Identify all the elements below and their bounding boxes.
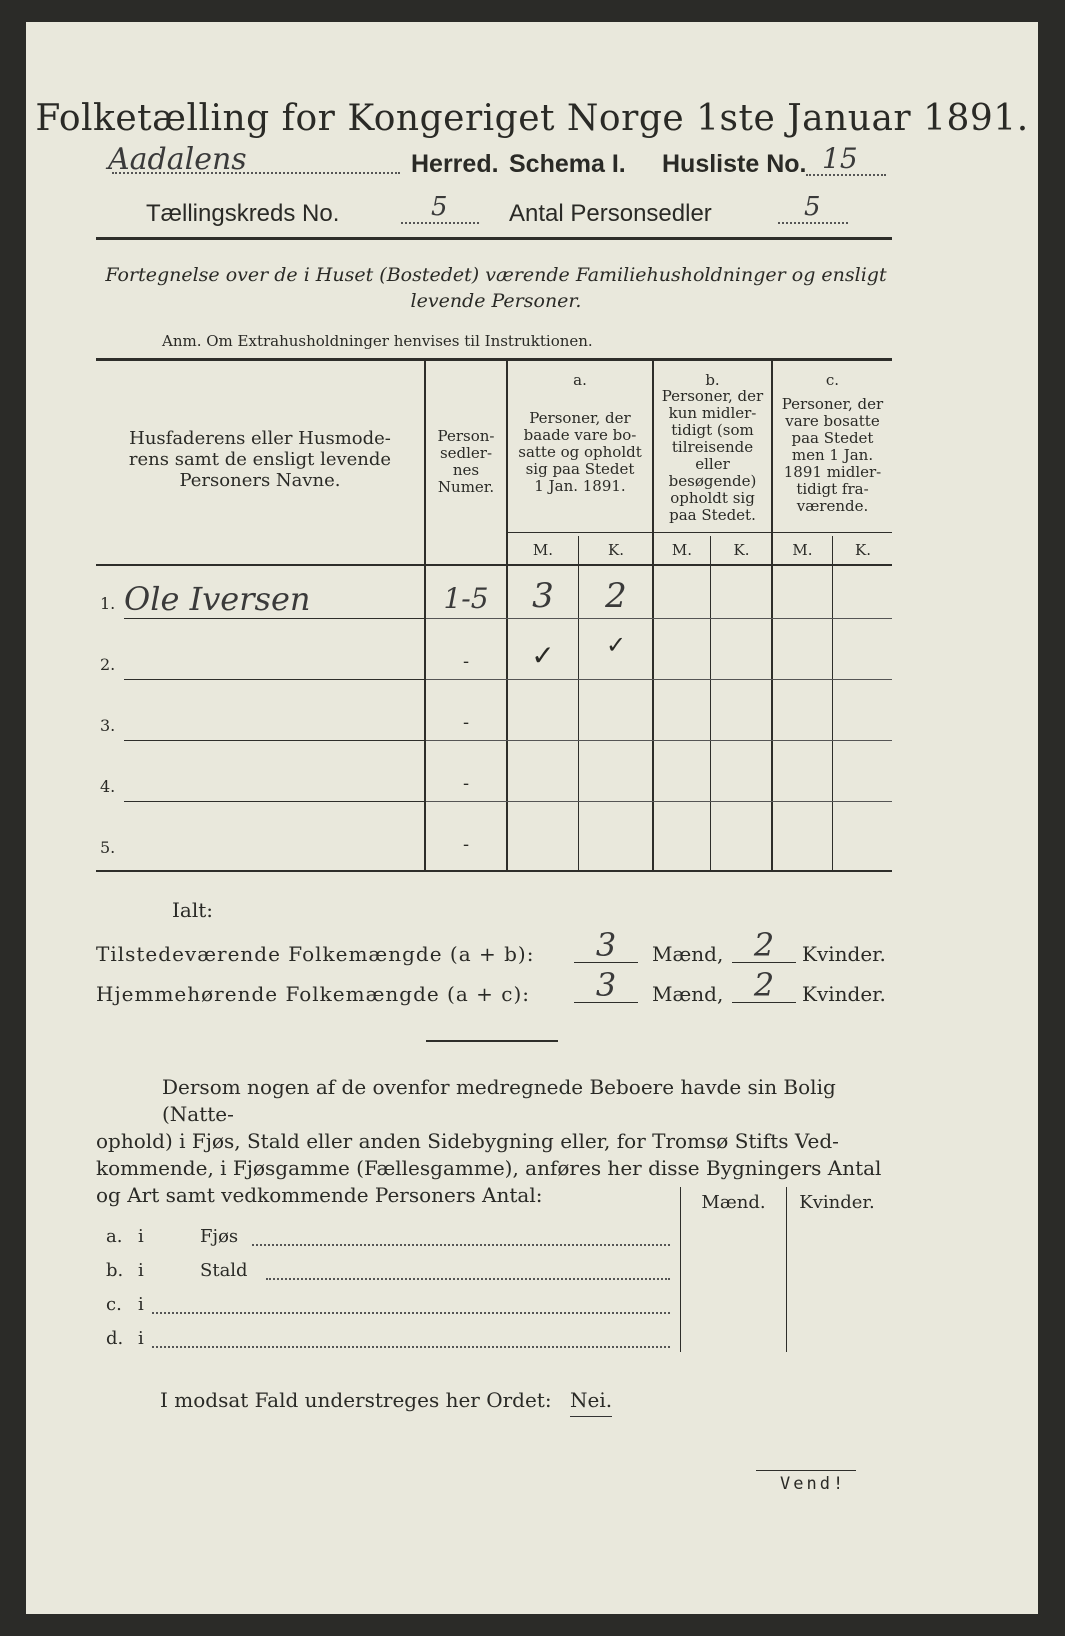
buildings-maend-header: Mænd. [701, 1192, 766, 1213]
building-label: Stald [200, 1260, 248, 1281]
c-m-label: M. [792, 541, 813, 559]
building-letter: c. [106, 1294, 122, 1315]
herred-value: Aadalens [108, 142, 247, 177]
col-c-line-5: 1891 midler- [783, 463, 882, 481]
col-b-line-2: kun midler- [668, 404, 757, 422]
row-a-m: ✓ [531, 639, 555, 672]
col-c-line-6: tidigt fra- [796, 480, 869, 498]
husliste-value: 15 [822, 142, 858, 175]
building-i: i [138, 1226, 144, 1247]
husliste-field [806, 142, 886, 178]
table-row [96, 566, 892, 627]
col-b-line-3: tidigt (som [671, 421, 754, 439]
hjemme-kvinder-field [732, 968, 796, 1006]
row-cells-underline [426, 679, 892, 680]
table-row [96, 627, 892, 688]
row-personsedler-num: - [462, 651, 470, 672]
tilstede-kvinder-field [732, 926, 796, 968]
vend-rule [756, 1470, 856, 1471]
b-k-label: K. [733, 541, 750, 559]
row-a-m: 3 [532, 576, 554, 616]
col-num-line-4: Numer. [437, 478, 495, 496]
col-b-line-6: besøgende) [668, 472, 757, 490]
row-cells-underline [426, 801, 892, 802]
buildings-kvinder-header: Kvinder. [799, 1192, 875, 1213]
tilstede-label: Tilstedeværende Folkemængde (a + b): [96, 942, 535, 966]
building-row-b [106, 1260, 676, 1290]
row-personsedler-num: - [462, 712, 470, 733]
para-line-4: og Art samt vedkommende Personers Antal: [96, 1183, 543, 1207]
col-a-line-5: 1 Jan. 1891. [534, 477, 626, 495]
hjemme-maend-label: Mænd, [652, 982, 724, 1006]
para-line-2: ophold) i Fjøs, Stald eller anden Sidebygning eller, for Tromsø Stifts Ved- [96, 1129, 839, 1153]
census-form-page [26, 22, 1038, 1614]
col-c-header [773, 396, 892, 515]
dot-leader [152, 1346, 670, 1348]
col-a-header [508, 410, 652, 495]
col-num-header [426, 428, 506, 496]
tilstede-maend-label: Mænd, [652, 942, 724, 966]
kreds-field [401, 194, 479, 228]
household-table [96, 358, 892, 878]
tilstede-maend-value: 3 [595, 926, 617, 964]
col-c-line-7: værende. [796, 497, 869, 515]
kreds-value: 5 [431, 192, 448, 222]
col-num-line-1: Person- [437, 427, 495, 445]
col-name-line-1: Husfaderens eller Husmode- [129, 428, 391, 449]
building-row-d [106, 1328, 676, 1358]
section-divider [426, 1040, 558, 1042]
col-c-letter: c. [825, 371, 840, 389]
intro-line-1: Fortegnelse over de i Huset (Bostedet) værende Familiehusholdninger og ensligt [105, 264, 887, 286]
building-row-a [106, 1226, 676, 1256]
col-num-line-3: nes [452, 461, 480, 479]
table-row [96, 688, 892, 749]
a-m-label: M. [532, 541, 554, 559]
row-underline [124, 801, 424, 802]
modsat-label: I modsat Fald understreges her Ordet: [160, 1388, 552, 1412]
col-name-line-2: rens samt de ensligt levende [128, 449, 392, 470]
building-letter: d. [106, 1328, 124, 1349]
row-number: 2. [100, 655, 116, 674]
row-a-k: 2 [605, 576, 627, 616]
col-b-line-5: eller [695, 455, 730, 473]
hjemme-maend-field [574, 968, 638, 1006]
table-row [96, 749, 892, 810]
col-b-header [654, 388, 771, 524]
col-a-line-4: sig paa Stedet [525, 460, 635, 478]
dot-leader [252, 1244, 670, 1246]
b-m-label: M. [671, 541, 693, 559]
row-underline [124, 740, 424, 741]
row-underline [124, 618, 424, 619]
row-a-k: ✓ [605, 631, 627, 659]
col-b-line-7: opholdt sig [670, 489, 755, 507]
col-b-line-8: paa Stedet. [669, 506, 756, 524]
col-c-line-4: men 1 Jan. [791, 446, 874, 464]
building-i: i [138, 1328, 144, 1349]
col-a-line-3: satte og opholdt [518, 443, 642, 461]
husliste-label: Husliste No. [662, 150, 807, 178]
row-number: 3. [100, 716, 116, 735]
row-cells-underline [426, 618, 892, 619]
building-letter: b. [106, 1260, 124, 1281]
dot-leader [266, 1278, 670, 1280]
row-name: Ole Iversen [124, 580, 311, 618]
vend-label: Vend! [780, 1474, 847, 1494]
header-rule [96, 237, 892, 240]
building-i: i [138, 1260, 144, 1281]
intro-line-2: levende Personer. [410, 290, 582, 312]
col-c-line-1: Personer, der [781, 395, 884, 413]
col-b-line-4: tilreisende [671, 438, 754, 456]
c-k-label: K. [855, 541, 871, 559]
row-underline [124, 679, 424, 680]
form-title: Folketælling for Kongeriget Norge 1ste Januar 1891. [35, 98, 1029, 139]
mk-rule [506, 532, 892, 533]
para-line-1: Dersom nogen af de ovenfor medregnede Beboere havde sin Bolig (Natte- [162, 1075, 836, 1126]
building-i: i [138, 1294, 144, 1315]
personsedler-label: Antal Personsedler [509, 200, 712, 227]
tilstede-maend-field [574, 926, 638, 968]
herred-label: Herred. [411, 150, 499, 178]
hjemme-label: Hjemmehørende Folkemængde (a + c): [96, 982, 530, 1006]
col-c-line-2: vare bosatte [785, 412, 880, 430]
col-c-line-3: paa Stedet [791, 429, 874, 447]
col-a-line-2: baade vare bo- [523, 426, 637, 444]
row-number: 4. [100, 777, 116, 796]
dot-leader [152, 1312, 670, 1314]
ialt-label: Ialt: [172, 898, 213, 922]
para-line-3: kommende, i Fjøsgamme (Fællesgamme), anføres her disse Bygningers Antal [96, 1156, 882, 1180]
col-num-line-2: sedler- [439, 444, 493, 462]
schema-label: Schema I. [509, 150, 626, 178]
building-letter: a. [106, 1226, 123, 1247]
building-row-c [106, 1294, 676, 1324]
row-personsedler-num: - [462, 773, 470, 794]
row-personsedler-num: - [462, 834, 470, 855]
hjemme-maend-value: 3 [595, 966, 617, 1004]
building-label: Fjøs [200, 1226, 239, 1247]
hjemme-kvinder-value: 2 [753, 966, 775, 1004]
table-row [96, 810, 892, 870]
anm-note: Anm. Om Extrahusholdninger henvises til Instruktionen. [162, 332, 593, 350]
row-cells-underline [426, 740, 892, 741]
col-name-header [96, 428, 424, 491]
kreds-label: Tællingskreds No. [146, 200, 340, 227]
row-number: 1. [100, 594, 116, 613]
col-name-line-3: Personers Navne. [179, 470, 341, 491]
tilstede-kvinder-value: 2 [753, 926, 775, 964]
row-personsedler-num: 1-5 [443, 582, 489, 615]
modsat-word: Nei. [570, 1388, 612, 1417]
buildings-paragraph [96, 1074, 896, 1209]
a-k-label: K. [608, 541, 624, 559]
col-a-line-1: Personer, der [529, 409, 631, 427]
personsedler-value: 5 [804, 192, 821, 222]
herred-field [100, 142, 400, 178]
col-a-letter: a. [573, 371, 587, 389]
col-b-line-1: Personer, der [661, 387, 764, 405]
hjemme-kvinder-label: Kvinder. [802, 982, 886, 1006]
tilstede-kvinder-label: Kvinder. [802, 942, 886, 966]
row-number: 5. [100, 838, 116, 857]
personsedler-field [778, 194, 848, 228]
col-b-letter: b. [705, 371, 720, 389]
